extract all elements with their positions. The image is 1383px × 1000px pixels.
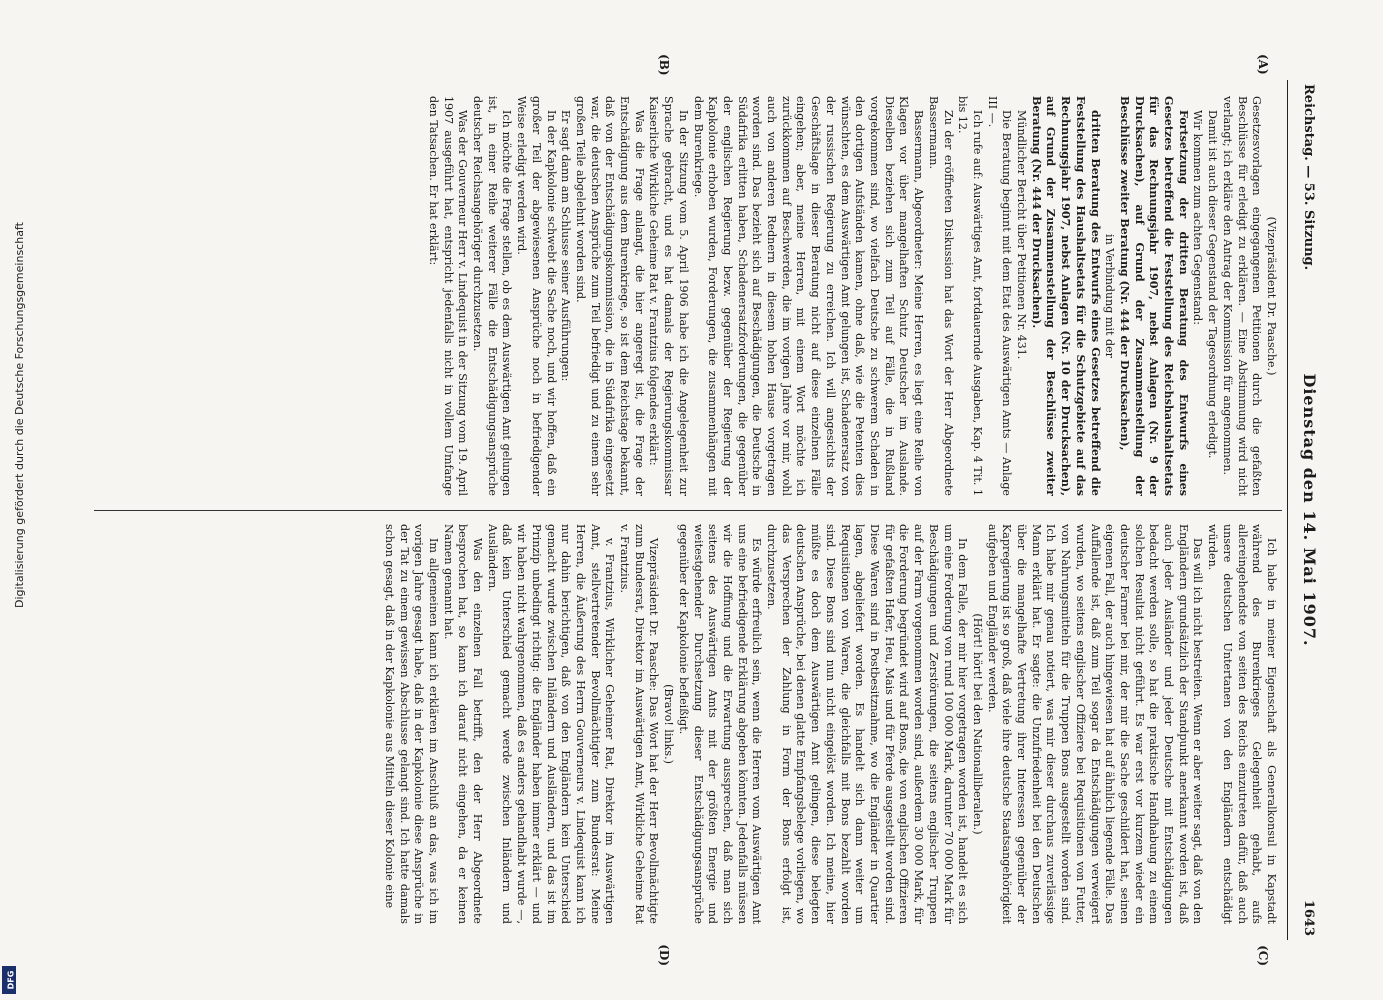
paragraph: Was der Gouverneur Herr v. Lindequist in der Sitzung vom 19. April 1907 ausgeführt hat, entspricht jedenfalls nicht in vollem Umfange den Tatsachen. Er hat erklärt: [426,96,470,496]
speaker-note: (Vizepräsident Dr. Paasche.) [1265,216,1278,376]
margin-mark-b: (B) [657,54,671,76]
paragraph: Mündlicher Bericht über Petitionen Nr. 431. [1015,110,1029,360]
paragraph: in Verbindung mit der [1103,234,1117,358]
interjection: (Hört! hört! bei den Nationalliberalen.) [970,613,984,835]
page-number: 1643 [1301,899,1316,936]
rotated-page [86,54,1326,966]
paragraph: Vizepräsident Dr. Paasche: Das Wort hat der Herr Bevollmächtigte zum Bundesrat, Direktor im Auswärtigen Amt, Wirkliche Geheime Rat v. Frantzius. [618,524,661,924]
paragraph: In der Sitzung vom 5. April 1906 habe ich die Angelegenheit zur Sprache gebracht, und es hat damals der Regierungskommissar Kaiserliche Wirkliche Geheime Rat v. Frantzius folgendes erklärt: [647,96,690,496]
margin-mark-d: (D) [657,944,671,966]
paragraph: Er sagt dann am Schlusse seiner Ausführungen: [559,110,573,382]
speech-paragraph: Bassermann, Abgeordneter: Meine Herren, es liegt eine Reihe von Klagen vor über mangelhaften Schutz Deutscher im Auslande. Dieselben beziehen sich zum Teil auf Fälle, die in Rußland vorgekommen sind, wo vielfach Deutsche zu schwerem Schaden in den dortigen Aufständen kamen, ohne daß, wie die Petenten dies wünschten, es dem Auswärtigen Amt gelungen ist, Schadenersatz von der russischen Regierung zu erreichen. Ich will angesichts der Geschäftslage in dieser Beratung nicht auf diese einzelnen Fälle eingehen; aber, meine Herren, mit einem Wort möchte ich zurückkommen auf Beschwerden, die im vorigen Jahre vor mir, wohl auch von anderen Rednern in diesem hohen Hause vorgetragen worden sind. Das bezieht sich auf Beschädigungen, die Deutsche in Südafrika erlitten haben, Schadenersatzforderungen, die gegenüber der englischen Regierung bezw. gegenüber der Regierung der Kapkolonie erhoben wurden, Forderungen, die zusammenhängen mit dem Burenkriege. [691,96,926,496]
digitization-credit: Digitalisierung gefördert durch die Deutsche Forschungsgemeinschaft [13,222,26,608]
paragraph: Es würde erfreulich sein, wenn die Herren vom Auswärtigen Amt uns eine befriedigende Erklärung abgeben könnten. Jedenfalls müssen wir die Hoffnung und die Erwartung aussprechen, daß man sich seitens des Auswärtigen Amts mit der größten Energie und weitestgehender Durchsetzung dieser Entschädigungsansprüche gegenüber der Kapkolonie befleißigt. [676,524,764,924]
header-session: Reichstag. — 53. Sitzung. [1301,84,1316,271]
paragraph: Damit ist auch dieser Gegenstand der Tagesordnung erledigt. [1206,110,1220,459]
margin-mark-c: (C) [1256,945,1270,966]
quote-paragraph: Was die Frage anlangt, die hier angeregt ist, die Frage der Entschädigung aus dem Burenkriege, so ist dem Reichstage bekannt, daß von der Entschädigungskommission, die in Südafrika eingesetzt war, die deutschen Ansprüche zum Teil befriedigt und zu einem sehr großen Teile abgelehnt worden sind. [573,96,646,496]
header-rule [1287,80,1288,940]
margin-mark-a: (A) [1256,54,1270,75]
dfg-logo [2,966,16,994]
paragraph: Gesetzesvorlagen eingegangenen Petitionen durch die gefaßten Beschlüsse für erledigt zu erklären. — Eine Abstimmung wird nicht verlangt; ich erkläre den Antrag der Kommission für angenommen. [1220,96,1264,496]
right-column [94,524,1278,924]
paragraph: Ich möchte die Frage stellen, ob es dem Auswärtigen Amt gelungen ist, in einer Reihe weiterer Fälle die Entschädigungsansprüche deutscher Reichsangehöriger durchzusetzen. [471,96,514,496]
dfg-logo-text: DFG [6,970,16,990]
column-divider [94,510,1282,511]
speech-paragraph: v. Frantzius, Wirklicher Geheimer Rat, Direktor im Auswärtigen Amt, stellvertretender Bevollmächtigter zum Bundesrat: Meine Herren, die Äußerung des Herrn Gouverneurs v. Lindequist kann ich nur dahin berichtigen, daß von den Engländern kein Unterschied gemacht wurde zwischen Inländern und Ausländern, und das ist im Prinzip unbedingt richtig: die Engländer haben immer erklärt — und wir haben nicht wahrgenommen, daß es anders gehandhabt wurde —, daß kein Unterschied gemacht werde zwischen Inländern und Ausländern. [485,524,617,924]
paragraph: Wir kommen zum achten Gegenstand: [1191,110,1205,325]
quote-paragraph: Ich habe in meiner Eigenschaft als Generalkonsul in Kapstadt während des Burenkrieges Gelegenheit gehabt, aufs allereingehendste von seiten des Reichs einzutreten dafür, daß auch unsere deutschen Untertanen von den Engländern entschädigt würden. [1206,524,1278,924]
paragraph: Im allgemeinen kann ich erklären im Anschluß an das, was ich im vorigen Jahre gesagt habe, daß in der Kapkolonie diese Ansprüche in der Tat zu einem gewissen Abschlusse gelangt sind. Ich hatte damals schon gesagt, daß in der Kapkolonie aus Mitteln dieser Kolonie eine [382,524,440,924]
paragraph: Was den einzelnen Fall betrifft, den der Herr Abgeordnete besprochen hat, so kann ich darauf nicht eingehen, da er keinen Namen genannt hat. [441,524,485,924]
paragraph: Ich rufe auf: Auswärtiges Amt, fortdauernde Ausgaben, Kap. 4 Tit. 1 bis 12. [956,96,984,496]
interjection: (Bravo! links.) [662,684,676,764]
header-date: Dienstag den 14. Mai 1907. [1300,373,1319,647]
agenda-item: Fortsetzung der dritten Beratung des Entwurfs eines Gesetzes betreffend die Feststellung des Reichshaushaltsetats für das Rechnungsjahr 1907, nebst Anlagen (Nr. 9 der Drucksachen), auf Grund der Zusammenstellung der Beschlüsse zweiter Beratung (Nr. 444 der Drucksachen), [1117,96,1190,496]
quote-paragraph: In der Kapkolonie schwebt die Sache noch, und wir hoffen, daß ein großer Teil der abgewiesenen Ansprüche noch in befriedigender Weise erledigt werden wird. [515,96,558,496]
paragraph: Die Beratung beginnt mit dem Etat des Auswärtigen Amts — Anlage III —. [985,96,1014,496]
paragraph: Das will ich nicht bestreiten. Wenn er aber weiter sagt, daß von den Engländern grundsätzlich der Standpunkt anerkannt worden ist, daß auch jeder Ausländer und jeder Deutsche mit Entschädigungen bedacht werden solle, so hat die praktische Handhabung zu einem solchen Resultat nicht geführt. Es war erst vor kurzem wieder ein deutscher Farmer bei mir, der mir die Sache geschildert hat, seinen eigenen Fall, der auch hingewiesen hat auf ähnlich liegende Fälle. Das Auffallende ist, daß zum Teil sogar da Entschädigungen verweigert wurden, wo seitens englischer Offiziere bei Requisitionen von Futter, von Nahrungsmitteln für die Truppen Bons ausgestellt worden sind. Ich habe mir genau notiert, was mir dieser durchaus zuverlässige Mann erklärt hat. Er sagte: die Unzufriedenheit bei den Deutschen über die mangelhafte Vertretung ihrer Interessen gegenüber der Kapregierung ist so groß, daß viele ihre deutsche Staatsangehörigkeit aufgeben und Engländer werden. [985,524,1205,924]
page-header [1292,72,1326,948]
agenda-item: dritten Beratung des Entwurfs eines Gesetzes betreffend die Feststellung des Haushaltsetats für die Schutzgebiete auf das Rechnungsjahr 1907, nebst Anlagen (Nr. 10 der Drucksachen), auf Grund der Zusammenstellung der Beschlüsse zweiter Beratung (Nr. 444 der Drucksachen). [1029,96,1102,496]
left-column [94,96,1278,496]
paragraph: Zu der eröffneten Diskussion hat das Wort der Herr Abgeordnete Bassermann. [926,96,955,496]
paragraph: In dem Falle, der mir hier vorgetragen worden ist, handelt es sich um eine Forderung von rund 100 000 Mark, darunter 70 000 Mark für Beschädigungen und Zerstörungen, die seitens englischer Truppen auf der Farm vorgenommen worden sind, außerdem 30 000 Mark, für die Forderung begründet wird auf Bons, die von englischen Offizieren für gefaßten Hafer, Heu, Mais und für Pferde ausgestellt worden sind. Diese Waren sind in Postbesitznahme, wo die Engländer in Quartier lagen, abgeliefert worden. Es handelt sich dann weiter um Requisitionen von Waren, die gleichfalls mit Bons bezahlt worden sind. Diese Bons sind nun nicht eingelöst worden. Ich meine, hier müßte es doch dem Auswärtigen Amt gelingen, diese belegten deutschen Ansprüche, bei denen glatte Empfangsbelege vorliegen, wo das Versprechen der Zahlung in Form der Bons erfolgt ist, durchzusetzen. [765,524,970,924]
